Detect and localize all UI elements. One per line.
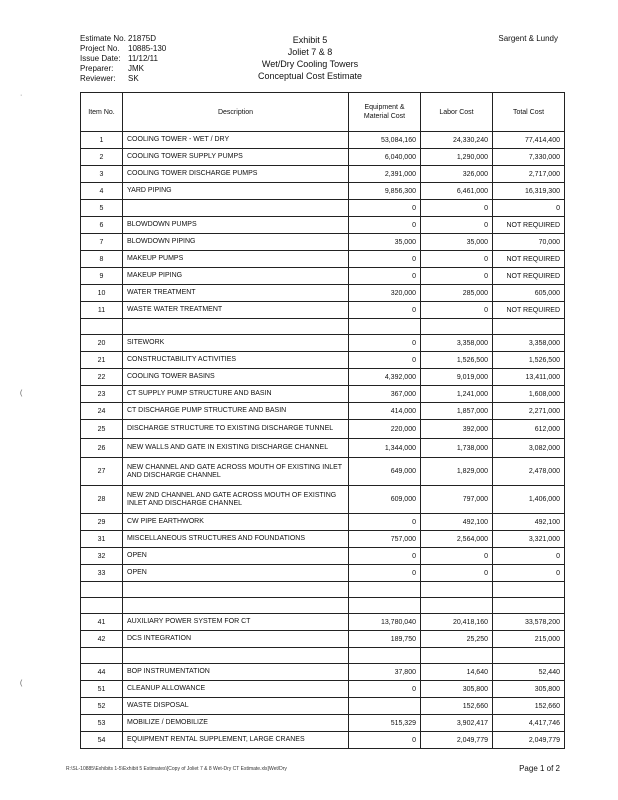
item-no-cell — [81, 648, 123, 664]
item-no-cell: 54 — [81, 732, 123, 749]
meta-value: 10885-130 — [128, 44, 167, 53]
table-header-row — [81, 93, 565, 132]
table-row — [81, 614, 565, 631]
binding-mark: ( — [20, 390, 23, 397]
description-cell: AUXILIARY POWER SYSTEM FOR CT — [123, 614, 349, 631]
equipment-cost-cell: 515,329 — [349, 715, 421, 732]
table-row — [81, 698, 565, 715]
description-cell: YARD PIPING — [123, 183, 349, 200]
table-row — [81, 732, 565, 749]
total-cost-cell: 0 — [493, 548, 565, 565]
item-no-cell: 9 — [81, 268, 123, 285]
item-no-cell: 7 — [81, 234, 123, 251]
title-line: Wet/Dry Cooling Towers — [261, 59, 359, 69]
total-cost-cell: 3,321,000 — [493, 531, 565, 548]
labor-cost-cell: 0 — [421, 548, 493, 565]
equipment-cost-cell — [349, 598, 421, 614]
equipment-cost-cell: 0 — [349, 565, 421, 582]
labor-cost-cell: 0 — [421, 200, 493, 217]
equipment-cost-cell: 609,000 — [349, 486, 421, 514]
item-no-cell: 42 — [81, 631, 123, 648]
table-row — [81, 439, 565, 458]
labor-cost-cell: 2,564,000 — [421, 531, 493, 548]
total-cost-cell: 605,000 — [493, 285, 565, 302]
item-no-cell: 28 — [81, 486, 123, 514]
equipment-cost-cell: 757,000 — [349, 531, 421, 548]
item-no-cell: 44 — [81, 664, 123, 681]
labor-cost-cell: 24,330,240 — [421, 132, 493, 149]
equipment-cost-cell: 414,000 — [349, 403, 421, 420]
equipment-cost-cell — [349, 648, 421, 664]
labor-cost-cell: 1,738,000 — [421, 439, 493, 458]
equipment-cost-cell: 37,800 — [349, 664, 421, 681]
total-cost-cell: 492,100 — [493, 514, 565, 531]
col-header-total: Total Cost — [493, 93, 565, 132]
description-cell — [123, 648, 349, 664]
table-row — [81, 200, 565, 217]
item-no-cell: 11 — [81, 302, 123, 319]
equipment-cost-cell: 0 — [349, 251, 421, 268]
description-cell: CONSTRUCTABILITY ACTIVITIES — [123, 352, 349, 369]
equipment-cost-cell: 0 — [349, 335, 421, 352]
item-no-cell: 41 — [81, 614, 123, 631]
item-no-cell — [81, 598, 123, 614]
table-row — [81, 598, 565, 614]
equipment-cost-cell: 53,084,160 — [349, 132, 421, 149]
total-cost-cell: NOT REQUIRED — [493, 251, 565, 268]
table-row — [81, 565, 565, 582]
item-no-cell: 8 — [81, 251, 123, 268]
binding-mark: · — [20, 92, 23, 99]
table-row — [81, 183, 565, 200]
labor-cost-cell: 0 — [421, 217, 493, 234]
cost-estimate-table — [80, 92, 565, 749]
description-cell: NEW 2ND CHANNEL AND GATE ACROSS MOUTH OF EXISTING INLET AND DISCHARGE CHANNEL — [123, 486, 349, 514]
meta-label: Preparer: — [80, 64, 114, 73]
item-no-cell: 29 — [81, 514, 123, 531]
equipment-cost-cell: 6,040,000 — [349, 149, 421, 166]
description-cell: NEW WALLS AND GATE IN EXISTING DISCHARGE CHANNEL — [123, 439, 349, 458]
description-cell: COOLING TOWER SUPPLY PUMPS — [123, 149, 349, 166]
table-row — [81, 420, 565, 439]
item-no-cell: 4 — [81, 183, 123, 200]
table-row — [81, 335, 565, 352]
equipment-cost-cell — [349, 698, 421, 715]
description-cell: MAKEUP PUMPS — [123, 251, 349, 268]
item-no-cell: 22 — [81, 369, 123, 386]
equipment-cost-cell: 189,750 — [349, 631, 421, 648]
item-no-cell: 26 — [81, 439, 123, 458]
table-row — [81, 582, 565, 598]
total-cost-cell: 77,414,400 — [493, 132, 565, 149]
total-cost-cell: 1,526,500 — [493, 352, 565, 369]
total-cost-cell: 152,660 — [493, 698, 565, 715]
description-cell: NEW CHANNEL AND GATE ACROSS MOUTH OF EXISTING INLET AND DISCHARGE CHANNEL — [123, 458, 349, 486]
table-row — [81, 149, 565, 166]
equipment-cost-cell: 0 — [349, 217, 421, 234]
item-no-cell: 24 — [81, 403, 123, 420]
equipment-cost-cell: 0 — [349, 514, 421, 531]
labor-cost-cell: 0 — [421, 251, 493, 268]
equipment-cost-cell: 0 — [349, 302, 421, 319]
description-cell: COOLING TOWER - WET / DRY — [123, 132, 349, 149]
labor-cost-cell: 1,829,000 — [421, 458, 493, 486]
table-row — [81, 369, 565, 386]
item-no-cell — [81, 582, 123, 598]
total-cost-cell — [493, 319, 565, 335]
labor-cost-cell: 0 — [421, 268, 493, 285]
col-header-equipment: Equipment & Material Cost — [349, 93, 421, 132]
table-row — [81, 285, 565, 302]
meta-label: Issue Date: — [80, 54, 121, 63]
equipment-cost-cell: 4,392,000 — [349, 369, 421, 386]
item-no-cell: 2 — [81, 149, 123, 166]
total-cost-cell: NOT REQUIRED — [493, 217, 565, 234]
total-cost-cell: 305,800 — [493, 681, 565, 698]
item-no-cell — [81, 319, 123, 335]
item-no-cell: 27 — [81, 458, 123, 486]
description-cell: DCS INTEGRATION — [123, 631, 349, 648]
table-row — [81, 648, 565, 664]
labor-cost-cell: 492,100 — [421, 514, 493, 531]
labor-cost-cell: 152,660 — [421, 698, 493, 715]
labor-cost-cell: 3,358,000 — [421, 335, 493, 352]
total-cost-cell: NOT REQUIRED — [493, 302, 565, 319]
labor-cost-cell: 2,049,779 — [421, 732, 493, 749]
labor-cost-cell: 305,800 — [421, 681, 493, 698]
total-cost-cell: 52,440 — [493, 664, 565, 681]
description-cell: WASTE WATER TREATMENT — [123, 302, 349, 319]
description-cell: CW PIPE EARTHWORK — [123, 514, 349, 531]
labor-cost-cell: 0 — [421, 302, 493, 319]
labor-cost-cell: 797,000 — [421, 486, 493, 514]
table-row — [81, 319, 565, 335]
total-cost-cell: NOT REQUIRED — [493, 268, 565, 285]
equipment-cost-cell — [349, 319, 421, 335]
total-cost-cell: 2,478,000 — [493, 458, 565, 486]
table-row — [81, 268, 565, 285]
title-line: Joliet 7 & 8 — [287, 47, 333, 57]
description-cell: EQUIPMENT RENTAL SUPPLEMENT, LARGE CRANES — [123, 732, 349, 749]
company-name: Sargent & Lundy — [498, 34, 558, 43]
labor-cost-cell: 14,640 — [421, 664, 493, 681]
table-row — [81, 631, 565, 648]
equipment-cost-cell: 1,344,000 — [349, 439, 421, 458]
description-cell: MISCELLANEOUS STRUCTURES AND FOUNDATIONS — [123, 531, 349, 548]
description-cell — [123, 319, 349, 335]
total-cost-cell: 0 — [493, 200, 565, 217]
labor-cost-cell: 25,250 — [421, 631, 493, 648]
table-row — [81, 386, 565, 403]
estimate-meta — [80, 34, 166, 84]
labor-cost-cell: 285,000 — [421, 285, 493, 302]
item-no-cell: 32 — [81, 548, 123, 565]
total-cost-cell: 70,000 — [493, 234, 565, 251]
meta-label: Estimate No. — [80, 34, 126, 43]
equipment-cost-cell — [349, 582, 421, 598]
total-cost-cell: 13,411,000 — [493, 369, 565, 386]
item-no-cell: 5 — [81, 200, 123, 217]
description-cell — [123, 200, 349, 217]
description-cell: BLOWDOWN PUMPS — [123, 217, 349, 234]
meta-label: Reviewer: — [80, 74, 116, 83]
description-cell: MOBILIZE / DEMOBILIZE — [123, 715, 349, 732]
footer-file-path: R:\SL-10885\Exhibits 1-5\Exhibit 5 Estimates\[Copy of Joliet 7 & 8 Wet-Dry CT Estimate.xls]Wet/Dry — [66, 766, 287, 772]
item-no-cell: 21 — [81, 352, 123, 369]
equipment-cost-cell: 2,391,000 — [349, 166, 421, 183]
equipment-cost-cell: 367,000 — [349, 386, 421, 403]
total-cost-cell: 16,319,300 — [493, 183, 565, 200]
col-header-labor: Labor Cost — [421, 93, 493, 132]
table-row — [81, 234, 565, 251]
meta-value: SK — [128, 74, 139, 83]
labor-cost-cell: 35,000 — [421, 234, 493, 251]
description-cell: COOLING TOWER BASINS — [123, 369, 349, 386]
item-no-cell: 1 — [81, 132, 123, 149]
item-no-cell: 53 — [81, 715, 123, 732]
equipment-cost-cell: 0 — [349, 548, 421, 565]
total-cost-cell: 4,417,746 — [493, 715, 565, 732]
equipment-cost-cell: 0 — [349, 732, 421, 749]
total-cost-cell: 1,406,000 — [493, 486, 565, 514]
equipment-cost-cell: 9,856,300 — [349, 183, 421, 200]
total-cost-cell: 215,000 — [493, 631, 565, 648]
table-row — [81, 486, 565, 514]
total-cost-cell: 612,000 — [493, 420, 565, 439]
col-header-item-no: Item No. — [81, 93, 123, 132]
meta-value: JMK — [128, 64, 144, 73]
meta-value: 21875D — [128, 34, 157, 43]
labor-cost-cell: 1,241,000 — [421, 386, 493, 403]
total-cost-cell: 1,608,000 — [493, 386, 565, 403]
table-row — [81, 217, 565, 234]
item-no-cell: 51 — [81, 681, 123, 698]
table-row — [81, 403, 565, 420]
total-cost-cell: 2,717,000 — [493, 166, 565, 183]
table-row — [81, 514, 565, 531]
meta-label: Project No. — [80, 44, 120, 53]
description-cell: BOP INSTRUMENTATION — [123, 664, 349, 681]
table-row — [81, 132, 565, 149]
description-cell: DISCHARGE STRUCTURE TO EXISTING DISCHARGE TUNNEL — [123, 420, 349, 439]
labor-cost-cell: 326,000 — [421, 166, 493, 183]
equipment-cost-cell: 35,000 — [349, 234, 421, 251]
table-row — [81, 302, 565, 319]
total-cost-cell: 7,330,000 — [493, 149, 565, 166]
table-row — [81, 166, 565, 183]
item-no-cell: 33 — [81, 565, 123, 582]
item-no-cell: 3 — [81, 166, 123, 183]
description-cell: OPEN — [123, 548, 349, 565]
table-row — [81, 352, 565, 369]
equipment-cost-cell: 0 — [349, 352, 421, 369]
labor-cost-cell: 20,418,160 — [421, 614, 493, 631]
description-cell — [123, 598, 349, 614]
equipment-cost-cell: 0 — [349, 268, 421, 285]
labor-cost-cell — [421, 319, 493, 335]
table-row — [81, 681, 565, 698]
labor-cost-cell: 392,000 — [421, 420, 493, 439]
labor-cost-cell: 1,290,000 — [421, 149, 493, 166]
description-cell: SITEWORK — [123, 335, 349, 352]
total-cost-cell: 3,358,000 — [493, 335, 565, 352]
total-cost-cell: 2,049,779 — [493, 732, 565, 749]
description-cell: CT SUPPLY PUMP STRUCTURE AND BASIN — [123, 386, 349, 403]
page-number: Page 1 of 2 — [519, 764, 560, 773]
table-row — [81, 664, 565, 681]
labor-cost-cell: 3,902,417 — [421, 715, 493, 732]
equipment-cost-cell: 320,000 — [349, 285, 421, 302]
labor-cost-cell: 1,857,000 — [421, 403, 493, 420]
item-no-cell: 6 — [81, 217, 123, 234]
item-no-cell: 23 — [81, 386, 123, 403]
description-cell: WATER TREATMENT — [123, 285, 349, 302]
total-cost-cell: 33,578,200 — [493, 614, 565, 631]
item-no-cell: 10 — [81, 285, 123, 302]
item-no-cell: 52 — [81, 698, 123, 715]
table-row — [81, 548, 565, 565]
total-cost-cell — [493, 598, 565, 614]
labor-cost-cell — [421, 648, 493, 664]
labor-cost-cell: 0 — [421, 565, 493, 582]
meta-value: 11/12/11 — [128, 54, 158, 63]
col-header-description: Description — [123, 93, 349, 132]
total-cost-cell: 0 — [493, 565, 565, 582]
description-cell — [123, 582, 349, 598]
labor-cost-cell — [421, 582, 493, 598]
labor-cost-cell: 6,461,000 — [421, 183, 493, 200]
total-cost-cell — [493, 582, 565, 598]
labor-cost-cell: 1,526,500 — [421, 352, 493, 369]
equipment-cost-cell: 0 — [349, 200, 421, 217]
item-no-cell: 25 — [81, 420, 123, 439]
item-no-cell: 31 — [81, 531, 123, 548]
description-cell: BLOWDOWN PIPING — [123, 234, 349, 251]
table-row — [81, 715, 565, 732]
total-cost-cell: 2,271,000 — [493, 403, 565, 420]
total-cost-cell — [493, 648, 565, 664]
title-line: Exhibit 5 — [292, 35, 328, 45]
equipment-cost-cell: 220,000 — [349, 420, 421, 439]
table-row — [81, 458, 565, 486]
table-row — [81, 251, 565, 268]
description-cell: CT DISCHARGE PUMP STRUCTURE AND BASIN — [123, 403, 349, 420]
description-cell: OPEN — [123, 565, 349, 582]
document-title — [240, 34, 380, 82]
title-line: Conceptual Cost Estimate — [257, 71, 363, 81]
table-row — [81, 531, 565, 548]
labor-cost-cell — [421, 598, 493, 614]
item-no-cell: 20 — [81, 335, 123, 352]
description-cell: CLEANUP ALLOWANCE — [123, 681, 349, 698]
labor-cost-cell: 9,019,000 — [421, 369, 493, 386]
equipment-cost-cell: 13,780,040 — [349, 614, 421, 631]
description-cell: COOLING TOWER DISCHARGE PUMPS — [123, 166, 349, 183]
description-cell: WASTE DISPOSAL — [123, 698, 349, 715]
equipment-cost-cell: 649,000 — [349, 458, 421, 486]
description-cell: MAKEUP PIPING — [123, 268, 349, 285]
table-body — [81, 132, 565, 749]
total-cost-cell: 3,082,000 — [493, 439, 565, 458]
binding-mark: ( — [20, 680, 23, 687]
equipment-cost-cell: 0 — [349, 681, 421, 698]
